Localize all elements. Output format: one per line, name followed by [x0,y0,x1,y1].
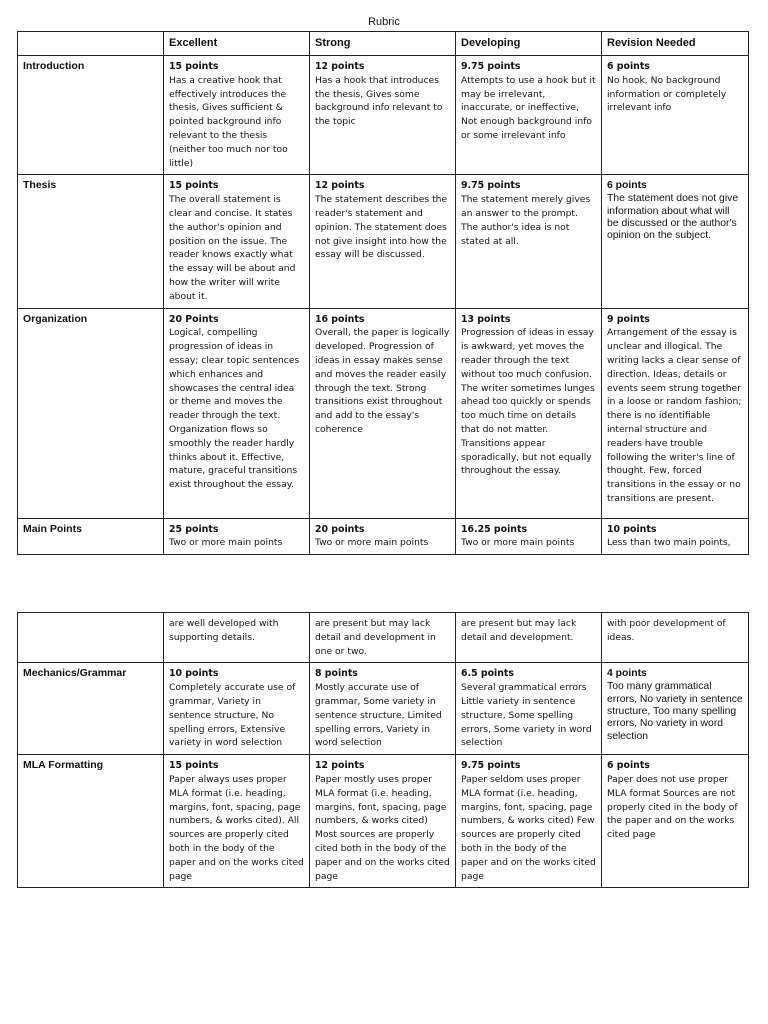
description-text: Completely accurate use of grammar, Variety in sentence structure, No spelling errors, Extensive variety in word selection [169,682,296,749]
description-text: Two or more main points [169,537,283,549]
points-label: 25 points [169,523,219,535]
description-text: are well developed with supporting details. [169,618,279,643]
score-cell [310,175,456,308]
score-cell [602,308,749,518]
points-label: 10 points [607,523,657,535]
description-text: Attempts to use a hook but it may be irrelevant, inaccurate, or ineffective, Not enough background info or some irrelevant info [461,74,596,141]
criterion-cell: MLA Formatting [18,755,164,888]
table-row [18,308,749,518]
points-label: 20 points [315,523,365,535]
score-cell [164,308,310,518]
rubric-table-page-1 [17,31,749,555]
score-cell [310,56,456,175]
header-cell-excellent: Excellent [164,32,310,56]
description-text: are present but may lack detail and development in one or two. [315,618,436,657]
description-text: The overall statement is clear and concise. It states the author's opinion and position on the issue. The reader knows exactly what the essay will be about and how the writer will write about it. [169,194,296,302]
points-label: 10 points [169,668,219,680]
score-cell [456,613,602,663]
score-cell [164,518,310,555]
description-text: Paper seldom uses proper MLA format (i.e. heading, margins, font, spacing, page numbers, & works cited) Few sources are properly cited both in the body of the paper and on the works cited page [461,773,596,882]
points-label: 9 points [607,313,650,325]
criterion-cell [18,613,164,663]
description-text: Paper always uses proper MLA format (i.e. heading, margins, font, spacing, page numbers, & works cited). All sources are properly cited both in the body of the paper and on the works cited page [169,773,304,882]
points-label: 6 points [607,61,650,72]
description-text: Has a hook that introduces the thesis, Gives some background info relevant to the topic [315,74,443,128]
score-cell [164,613,310,663]
score-cell [164,175,310,308]
criterion-cell: Thesis [18,175,164,308]
table-row [18,175,749,308]
points-label: 6 points [607,760,650,772]
score-cell [456,663,602,755]
score-cell [602,663,749,755]
header-cell-developing: Developing [456,32,602,56]
score-cell [456,755,602,888]
points-label: 20 Points [169,313,219,325]
points-label: 13 points [461,313,511,325]
criterion-cell: Introduction [18,56,164,175]
description-text: Logical, compelling progression of ideas in essay; clear topic sentences which enhances and showcases the central idea or theme and moves the reader through the text. Organization flows so smoothly the reader hardly thinks about it. Effective, mature, graceful transitions exist throughout the essay. [169,327,300,491]
points-label: 6.5 points [461,668,514,680]
description-text: are present but may lack detail and development. [461,618,577,643]
description-text: Two or more main points [315,537,429,549]
description-text: The statement merely gives an answer to the prompt. The author's idea is not stated at all. [461,194,591,247]
description-text: Less than two main points, [607,537,731,549]
points-label: 9.75 points [461,760,521,772]
points-label: 6 points [607,180,647,192]
score-cell [164,56,310,175]
score-cell [310,613,456,663]
points-label: 8 points [315,668,358,680]
points-label: 12 points [315,61,365,72]
description-text: Mostly accurate use of grammar, Some variety in sentence structure, Limited spelling errors, Variety in word selection [315,682,442,749]
header-cell-empty [18,32,164,56]
criterion-cell: Mechanics/Grammar [18,663,164,755]
points-label: 4 points [607,668,647,680]
description-text: Has a creative hook that effectively introduces the thesis, Gives sufficient & pointed background info relevant to the thesis (neither too much nor too little) [169,74,288,169]
table-row [18,56,749,175]
score-cell [164,755,310,888]
score-cell [602,518,749,555]
rubric-table-page-2 [17,612,749,888]
points-label: 12 points [315,760,365,772]
description-text: Two or more main points [461,537,575,549]
description-text: Arrangement of the essay is unclear and illogical. The writing lacks a clear sense of direction. Ideas, details or events seem strung together in a loose or random fashion; there is no identifiable internal structure and readers have trouble following the writer's line of thought. Few, forced transitions in the essay or no transitions are present. [607,327,742,504]
points-label: 9.75 points [461,61,521,72]
score-cell [456,175,602,308]
points-label: 16.25 points [461,523,528,535]
table-row [18,518,749,555]
description-text: The statement does not give information about what will be discussed or the author's opinion on the subject. [607,193,739,242]
points-label: 15 points [169,61,219,72]
header-cell-revision-needed: Revision Needed [602,32,749,56]
description-text: Paper mostly uses proper MLA format (i.e. heading, margins, font, spacing, page numbers, & works cited) Most sources are properly cited both in the body of the paper and on the works cited page [315,773,450,882]
score-cell [456,518,602,555]
points-label: 15 points [169,180,219,192]
description-text: Too many grammatical errors, No variety in sentence structure, Too many spelling errors, No variety in word selection [607,681,743,742]
score-cell [310,308,456,518]
score-cell [602,613,749,663]
score-cell [310,755,456,888]
score-cell [164,663,310,755]
header-cell-strong: Strong [310,32,456,56]
description-text: Progression of ideas in essay is awkward, yet moves the reader through the text without too much confusion. The writer sometimes lunges ahead too quickly or spends too much time on details that do not matter. Transitions appear sporadically, but not equally throughout the essay. [461,327,595,477]
table-row [18,755,749,888]
score-cell [602,755,749,888]
score-cell [456,308,602,518]
points-label: 9.75 points [461,180,521,192]
criterion-cell: Organization [18,308,164,518]
header-row [18,32,749,56]
score-cell [310,663,456,755]
points-label: 12 points [315,180,365,192]
score-cell [310,518,456,555]
description-text: No hook, No background information or completely irrelevant info [607,74,727,114]
description-text: with poor development of ideas. [607,618,726,643]
score-cell [602,175,749,308]
page-title: Rubric [368,16,400,28]
score-cell [602,56,749,175]
criterion-cell: Main Points [18,518,164,555]
description-text: Paper does not use proper MLA format Sources are not properly cited in the body of the paper and on the works cited page [607,773,738,841]
points-label: 15 points [169,760,219,772]
description-text: The statement describes the reader's statement and opinion. The statement does not give insight into how the essay will be discussed. [315,194,448,261]
score-cell [456,56,602,175]
description-text: Overall, the paper is logically developed. Progression of ideas in essay makes sense and moves the reader easily through the text. Strong transitions exist throughout and add to the essay's coherence [315,327,450,435]
table-row [18,663,749,755]
description-text: Several grammatical errors Little variety in sentence structure, Some spelling errors, Some variety in word selection [461,682,592,749]
points-label: 16 points [315,313,365,325]
table-row [18,613,749,663]
